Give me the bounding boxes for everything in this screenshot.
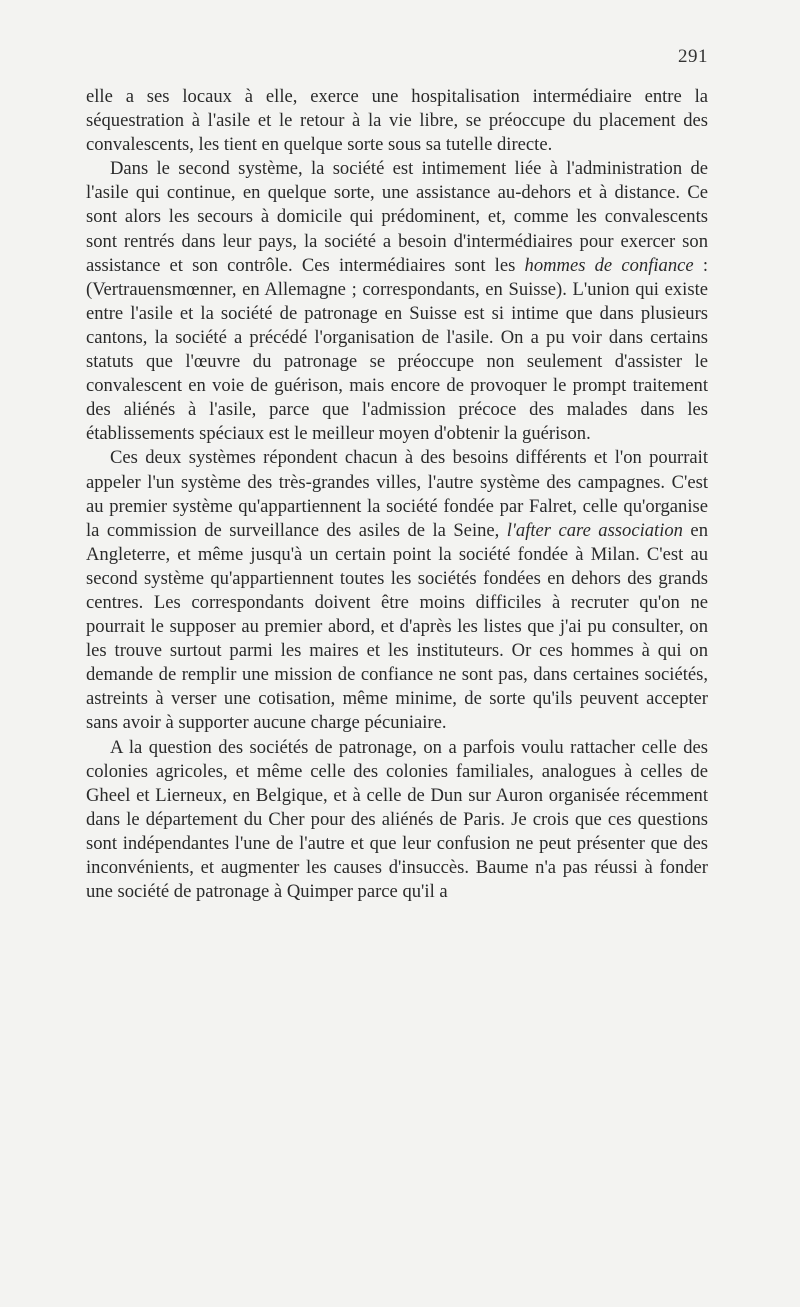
- paragraph-4-text: A la question des sociétés de patronage, on a parfois voulu rattacher celle des colonies agricoles, et même celle des colonies familiales, analogues à celles de Gheel et Lierneux, en Belgique, et à celle de Dun sur Auron organisée récemment dans le département du Cher pour des aliénés de Paris. Je crois que ces questions sont indépendantes l'une de l'autre et que leur confusion ne peut présenter que des inconvénients, et augmenter les causes d'insuccès. Baume n'a pas réussi à fonder une société de patronage à Quimper parce qu'il a: [86, 736, 708, 903]
- paragraph-3: [86, 446, 708, 735]
- paragraph-3-italic: l'after care association: [506, 519, 683, 541]
- paragraph-1: [86, 85, 708, 157]
- paragraph-1-text: elle a ses locaux à elle, exerce une hospitalisation intermédiaire entre la séquestration à l'asile et le retour à la vie libre, se préoccupe du placement des convalescents, les tient en quelque sorte sous sa tutelle directe.: [86, 86, 708, 156]
- paragraph-2-text-a: Dans le second système, la société est intimement liée à l'administration de l'asile qui continue, en quelque sorte, une assistance au-dehors et à distance. Ce sont alors les secours à domicile qui prédominent, et, comme les convalescents sont rentrés dans leur pays, la société a besoin d'intermédiaires pour exercer son assistance et son contrôle. Ces intermédiaires sont les: [86, 158, 708, 276]
- paragraph-2-italic: hommes de confiance: [524, 254, 694, 276]
- paragraph-2: [86, 157, 708, 446]
- paragraph-4: [86, 736, 708, 905]
- page-number: 291: [678, 46, 708, 67]
- paragraph-3-text-a: Ces deux systèmes répondent chacun à des besoins différents et l'on pourrait appeler l'un système des très-grandes villes, l'autre système des campagnes. C'est au premier système qu'appartiennent la société fondée par Falret, celle qu'organise la commission de surveillance des asiles de la Seine,: [86, 447, 708, 541]
- body-text: [86, 85, 708, 904]
- paragraph-2-text-b: : (Vertrauensmœnner, en Allemagne ; correspondants, en Suisse). L'union qui existe entre l'asile et la société de patronage en Suisse est si intime que dans plusieurs cantons, la société a précédé l'organisation de l'asile. On a pu voir dans certains statuts que l'œuvre du patronage se préoccupe non seulement d'assister le convalescent en voie de guérison, mais encore de provoquer le prompt traitement des aliénés à l'asile, parce que l'admission précoce des malades dans les établissements spéciaux est le meilleur moyen d'obtenir la guérison.: [86, 254, 709, 445]
- paragraph-3-text-b: en Angleterre, et même jusqu'à un certain point la société fondée à Milan. C'est au second système qu'appartiennent toutes les sociétés fondées en dehors des grands centres. Les correspondants doivent être moins difficiles à recruter qu'on ne pourrait le supposer au premier abord, et d'après les listes que j'ai pu consulter, on les trouve surtout parmi les maires et les instituteurs. Or ces hommes à qui on demande de remplir une mission de confiance ne sont pas, dans certaines sociétés, astreints à verser une cotisation, même minime, de sorte qu'ils peuvent accepter sans avoir à supporter aucune charge pécuniaire.: [86, 519, 708, 734]
